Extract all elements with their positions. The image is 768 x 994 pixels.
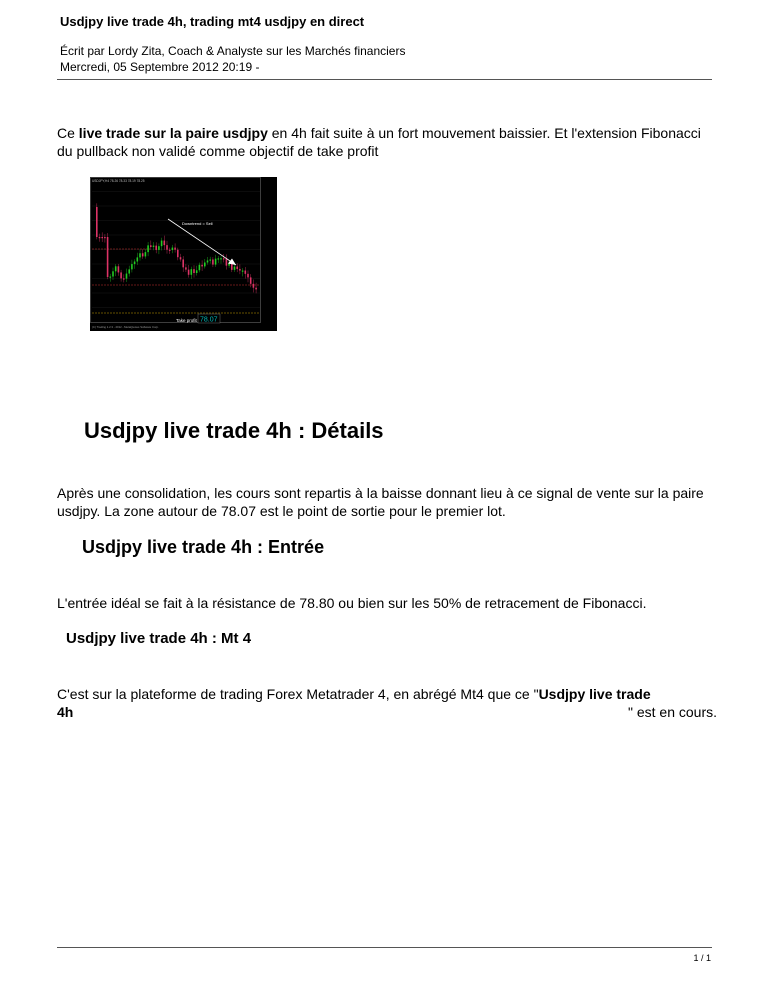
entry-paragraph: L'entrée idéal se fait à la résistance de 78.80 ou bien sur les 50% de retracement de Fibonacci. [57, 595, 647, 611]
candle-body [218, 258, 220, 259]
take-profit-label: Take profit [176, 318, 197, 323]
candle-body [247, 274, 249, 278]
take-profit-value: 78.07 [200, 316, 218, 324]
mt4-text-start: C'est sur la plateforme de trading Forex Metatrader 4, en abrégé Mt4 que ce " [57, 686, 539, 702]
chart-svg [90, 177, 277, 331]
footer-divider [57, 947, 712, 948]
candle-body [110, 277, 112, 278]
candle-body [180, 257, 182, 259]
mt4-paragraph [57, 685, 717, 721]
candle-body [115, 266, 117, 271]
candle-body [250, 277, 252, 283]
candle-body [161, 241, 163, 247]
candle-body [234, 267, 236, 270]
chart-background [90, 177, 277, 331]
candle-body [236, 267, 238, 269]
author-line: Écrit par Lordy Zita, Coach & Analyste sur les Marchés financiers [60, 44, 406, 58]
candle-body [201, 265, 203, 267]
candle-body [220, 258, 222, 259]
intro-text-start: Ce [57, 125, 79, 141]
candle-body [147, 245, 149, 252]
mt4-bold-text: Usdjpy live trade [538, 686, 651, 702]
candle-body [215, 259, 217, 265]
candle-body [174, 248, 176, 250]
candle-body [196, 270, 198, 273]
candle-body [199, 265, 201, 270]
candle-body [185, 267, 187, 269]
intro-paragraph [57, 124, 717, 160]
page-number: 1 / 1 [693, 953, 711, 963]
candle-body [137, 257, 139, 261]
candle-body [207, 260, 209, 262]
candle-body [158, 246, 160, 250]
candle-body [253, 284, 255, 288]
candle-body [145, 252, 147, 256]
candle-body [142, 253, 144, 256]
candle-body [155, 246, 157, 250]
candle-body [128, 269, 130, 273]
candle-body [131, 264, 133, 269]
candle-body [123, 278, 125, 279]
candle-body [226, 259, 228, 266]
candle-body [104, 237, 106, 238]
downtrend-label: Downtrend = Sell [182, 221, 213, 226]
mt4-heading: Usdjpy live trade 4h : Mt 4 [66, 630, 252, 647]
intro-bold-text: live trade sur la paire usdjpy [78, 125, 268, 141]
mt4-bold-text-2: 4h [57, 704, 74, 720]
details-heading: Usdjpy live trade 4h : Détails [84, 418, 384, 443]
candle-body [204, 262, 206, 266]
candle-body [177, 250, 179, 257]
candle-body [99, 237, 101, 238]
candle-body [134, 262, 136, 265]
mt4-text-end: " est en cours. [627, 704, 717, 720]
candle-body [153, 246, 155, 247]
candle-body [96, 207, 98, 237]
candle-body [107, 237, 109, 277]
candle-body [182, 259, 184, 267]
intro-text-end: en 4h fait suite à un fort mouvement baissier. Et l'extension Fibonacci du pullback non validé comme objectif de take profit [57, 125, 701, 159]
candle-body [242, 271, 244, 272]
candle-body [209, 259, 211, 260]
candle-body [112, 271, 114, 276]
candle-body [193, 269, 195, 273]
chart-symbol-label: USDJPY,H4 78.26 78.33 78.19 78.25 [92, 179, 145, 183]
candle-body [191, 269, 193, 275]
candle-body [126, 274, 128, 279]
header-divider [57, 79, 712, 80]
candle-body [139, 253, 141, 257]
candle-body [118, 266, 120, 272]
date-line: Mercredi, 05 Septembre 2012 20:19 - [60, 60, 260, 74]
candle-body [212, 259, 214, 264]
trading-chart-image [90, 177, 277, 331]
candle-body [245, 271, 247, 274]
candle-body [172, 248, 174, 250]
candle-body [101, 237, 103, 238]
candle-body [169, 250, 171, 251]
details-paragraph: Après une consolidation, les cours sont repartis à la baisse donnant lieu à ce signal de vente sur la paire usdjpy. La zone autour de 78.07 est le point de sortie pour le premier lot. [57, 485, 704, 519]
candle-body [231, 263, 233, 269]
chart-footer-label: (C) Trading 1.2.3 - 2012 - MetaQuotes Software Corp. [92, 325, 159, 329]
candle-body [166, 245, 168, 250]
candle-body [150, 245, 152, 247]
candle-body [255, 288, 257, 290]
candle-body [120, 272, 122, 278]
candle-body [188, 270, 190, 275]
candle-body [239, 269, 241, 271]
document-title: Usdjpy live trade 4h, trading mt4 usdjpy en direct [60, 14, 365, 29]
entry-heading: Usdjpy live trade 4h : Entrée [82, 537, 325, 557]
candle-body [164, 241, 166, 246]
candle-body [223, 258, 225, 259]
